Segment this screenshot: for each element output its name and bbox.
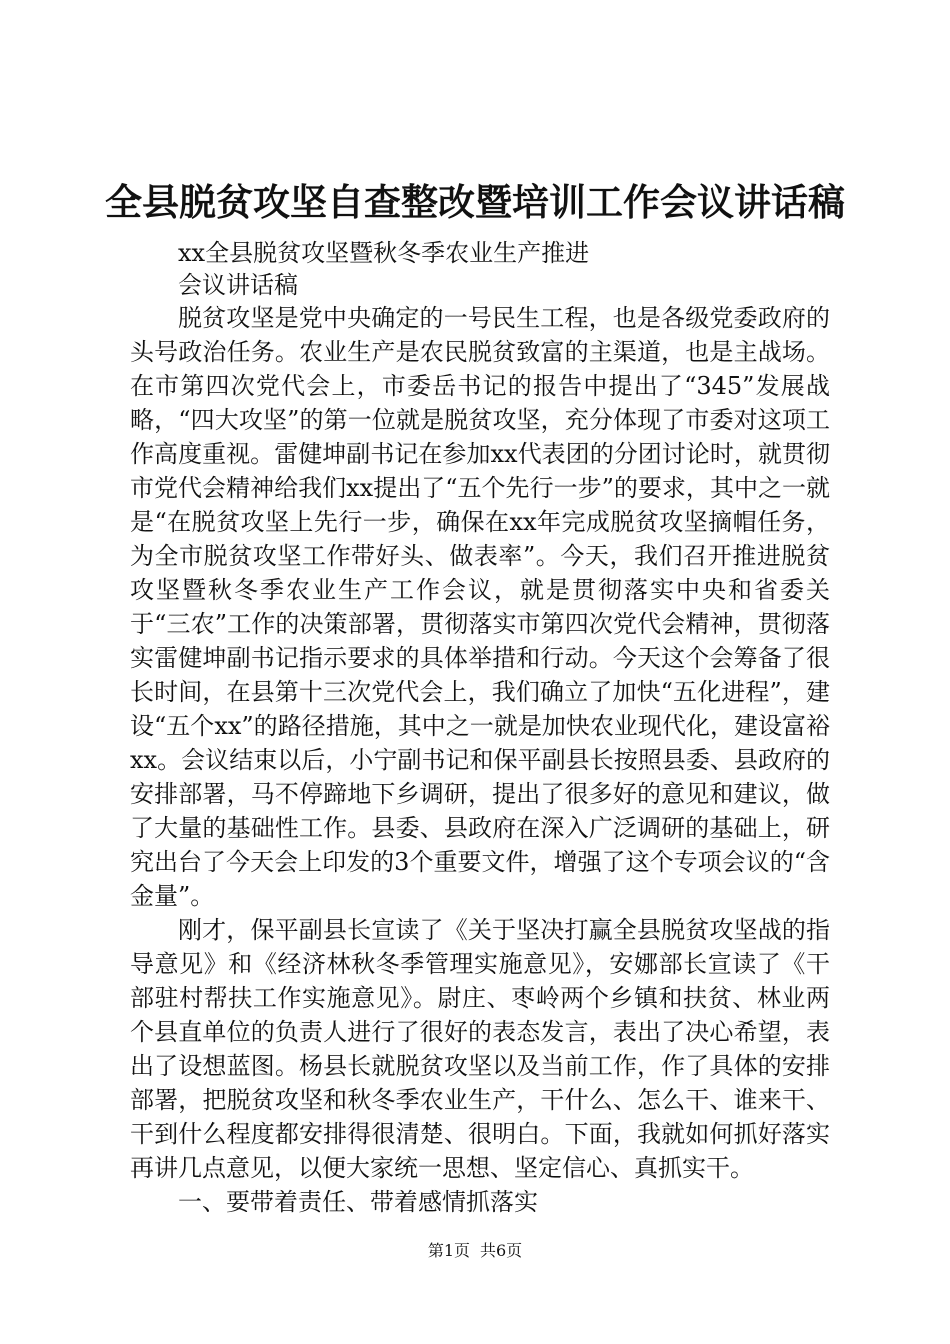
- page-number: 第1页: [427, 1241, 470, 1260]
- page-total: 共6页: [480, 1241, 523, 1260]
- document-subtitle-line-1: xx全县脱贫攻坚暨秋冬季农业生产推进: [178, 239, 590, 267]
- document-title: 全县脱贫攻坚自查整改暨培训工作会议讲话稿: [105, 180, 845, 224]
- body-paragraph-1: 脱贫攻坚是党中央确定的一号民生工程，也是各级党委政府的头号政治任务。农业生产是农民脱贫致富的主渠道，也是主战场。在市第四次党代会上，市委岳书记的报告中提出了“345”发展战略，“四大攻坚”的第一位就是脱贫攻坚，充分体现了市委对这项工作高度重视。雷健坤副书记在参加xx代表团的分团讨论时，就贯彻市党代会精神给我们xx提出了“五个先行一步”的要求，其中之一就是“在脱贫攻坚上先行一步，确保在xx年完成脱贫攻坚摘帽任务，为全市脱贫攻坚工作带好头、做表率”。今天，我们召开推进脱贫攻坚暨秋冬季农业生产工作会议，就是贯彻落实中央和省委关于“三农”工作的决策部署，贯彻落实市第四次党代会精神，贯彻落实雷健坤副书记指示要求的具体举措和行动。今天这个会筹备了很长时间，在县第十三次党代会上，我们确立了加快“五化进程”，建设“五个xx”的路径措施，其中之一就是加快农业现代化，建设富裕xx。会议结束以后，小宁副书记和保平副县长按照县委、县政府的安排部署，马不停蹄地下乡调研，提出了很多好的意见和建议，做了大量的基础性工作。县委、县政府在深入广泛调研的基础上，研究出台了今天会上印发的3个重要文件，增强了这个专项会议的“含金量”。: [130, 304, 830, 910]
- page-footer: [0, 1241, 950, 1261]
- document-body: [130, 237, 830, 1219]
- section-heading-1: 一、要带着责任、带着感情抓落实: [178, 1188, 538, 1216]
- document-subtitle-line-2: 会议讲话稿: [178, 271, 298, 299]
- body-paragraph-2: 刚才，保平副县长宣读了《关于坚决打赢全县脱贫攻坚战的指导意见》和《经济林秋冬季管理实施意见》，安娜部长宣读了《干部驻村帮扶工作实施意见》。尉庄、枣岭两个乡镇和扶贫、林业两个县直单位的负责人进行了很好的表态发言，表出了决心希望，表出了设想蓝图。杨县长就脱贫攻坚以及当前工作，作了具体的安排部署，把脱贫攻坚和秋冬季农业生产，干什么、怎么干、谁来干、干到什么程度都安排得很清楚、很明白。下面，我就如何抓好落实再讲几点意见，以便大家统一思想、坚定信心、真抓实干。: [130, 916, 830, 1182]
